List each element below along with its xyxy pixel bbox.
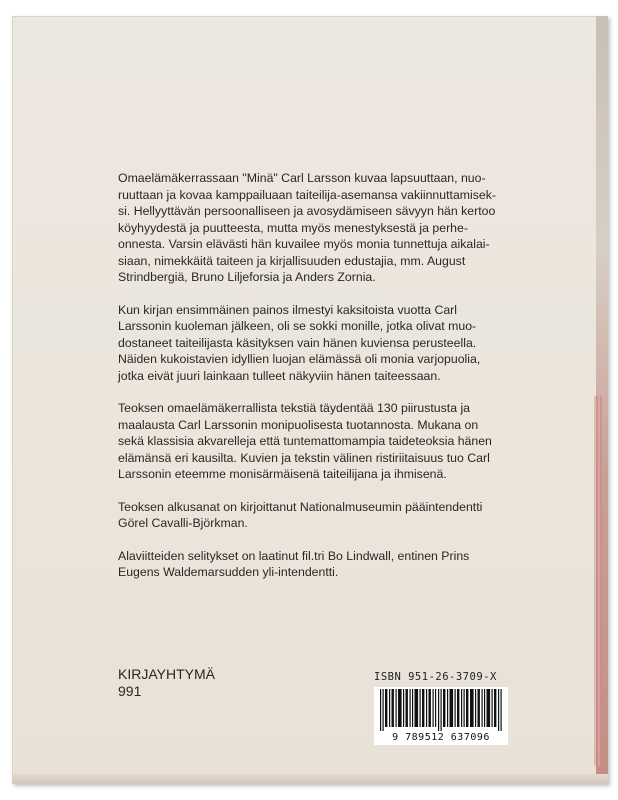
paragraph-foreword: Teoksen alkusanat on kirjoittanut Nationalmuseumin pääintendentti Görel Cavalli-Björkman. — [118, 499, 483, 530]
bottom-edge — [12, 774, 608, 784]
barcode-number: 9 789512 637096 — [392, 732, 490, 743]
publisher-code: 991 — [118, 683, 142, 699]
barcode — [374, 687, 508, 745]
paragraph-footnotes: Alaviitteiden selitykset on laatinut fil.tri Bo Lindwall, entinen Prins Eugens Waldemarsudden yli-intendentti. — [118, 548, 470, 579]
isbn-label: ISBN 951-26-3709-X — [374, 671, 497, 683]
spine-pattern — [594, 396, 602, 766]
paragraph-first-edition: Kun kirjan ensimmäinen painos ilmestyi kaksitoista vuotta Carl Larssonin kuoleman jälkeen, oli se sokki monille, jotka olivat muo- dostaneet taiteilijasta käsityksen vain hänen kuviensa perusteella. Näiden kukoistavien idyllien luojan elämässä oli monia varjopuolia, jotka eivät juuri lainkaan tulleet näkyviin hänen taiteessaan. — [118, 302, 481, 383]
publisher-name: KIRJAYHTYMÄ — [118, 666, 215, 682]
barcode-bars — [378, 689, 504, 731]
publisher-block — [118, 666, 215, 700]
blurb-text — [118, 170, 518, 597]
paragraph-intro: Omaelämäkerrassaan "Minä" Carl Larsson kuvaa lapsuuttaan, nuo- ruuttaan ja kovaa kamppailuaan taiteilija-asemansa vakiinnuttamisek- si. Hellyyttävän persoonalliseen ja avosydämiseen sävyyn hän kertoo köyhyydestä ja puutteesta, mutta myös menestyksestä ja perhe- onnesta. Varsin elävästi hän kuvailee myös monia tunnettuja aikalai- siaan, nimekkäitä taiteen ja kirjallisuuden edustajia, mm. August Strindbergiä, Bruno Liljeforsia ja Anders Zornia. — [118, 171, 496, 284]
paragraph-illustrations: Teoksen omaelämäkerrallista tekstiä täydentää 130 piirustusta ja maalausta Carl Larssonin monipuolisesta tuotannosta. Mukana on sekä klassisia akvarelleja että tuntemattomampia taideteoksia hänen elämänsä eri kausilta. Kuvien ja tekstin välinen ristiriitaisuus tuo Carl Larssonin eteemme monisärmäisenä taiteilijana ja ihmisenä. — [118, 401, 492, 481]
